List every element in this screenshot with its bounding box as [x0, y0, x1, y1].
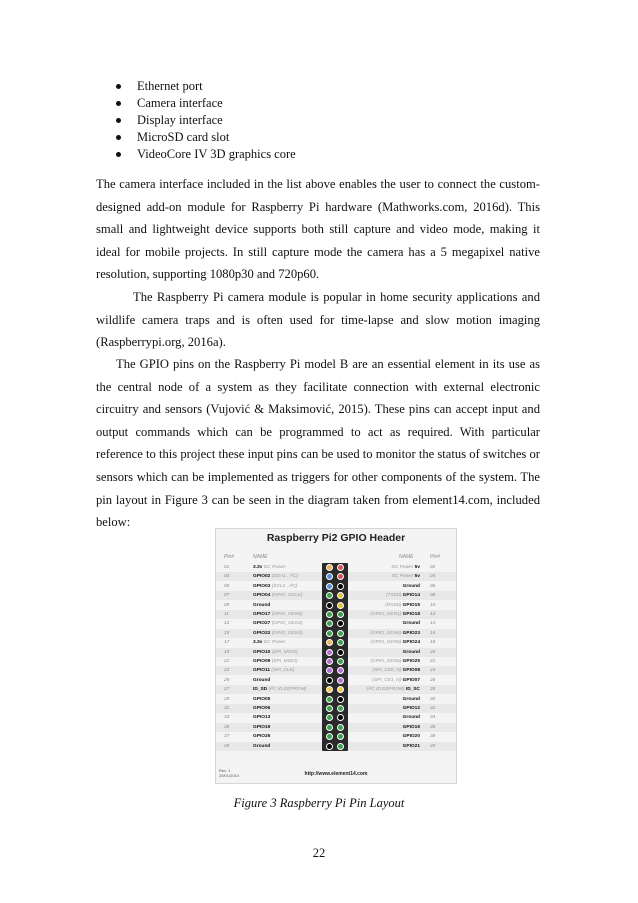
pin-number-right: 26: [430, 677, 436, 683]
pin-number-left: 03: [224, 574, 230, 580]
pin-dot-even: [337, 724, 344, 731]
pin-name-right: DC Power 5v: [391, 574, 420, 580]
bullet-text: VideoCore IV 3D graphics core: [137, 147, 296, 161]
pin-dot-even: [337, 583, 344, 590]
pin-number-left: 07: [224, 593, 230, 599]
pin-number-right: 28: [430, 687, 436, 693]
header-name-left: NAME: [253, 554, 268, 560]
pin-name-left: Ground: [253, 602, 271, 608]
pin-name-left: 3.3v DC Power: [253, 565, 286, 570]
pin-name-right: GPIO21: [402, 743, 420, 749]
pin-dot-odd: [326, 602, 333, 609]
gpio-header-connector: [322, 563, 348, 751]
pin-name-right: (I²C ID EEPROM) ID_SC: [366, 687, 420, 693]
pin-dot-odd: [326, 564, 333, 571]
pin-dot-even: [337, 602, 344, 609]
pin-number-left: 25: [224, 677, 230, 683]
paragraph-camera-interface: The camera interface included in the list above enables the user to connect the custom-designed add-on module for Raspberry Pi hardware (Mathworks.com, 2016d). This small and lightweight device supports both still capture and video mode, making it ideal for mobile projects. In still capture mode the camera has a 5 megapixel native resolution, supporting 1080p30 and 720p60.: [96, 177, 540, 282]
pin-name-left: GPIO27 (GPIO_GEN2): [253, 621, 303, 627]
pin-number-right: 22: [430, 659, 436, 664]
pin-name-left: 3.3v DC Power: [253, 640, 286, 646]
pin-name-right: Ground: [402, 649, 420, 655]
figure-caption: Figure 3 Raspberry Pi Pin Layout: [233, 796, 405, 810]
pin-number-left: 11: [224, 612, 229, 617]
pin-number-right: 20: [430, 649, 436, 655]
pin-dot-odd: [326, 639, 333, 646]
pin-number-left: 13: [224, 621, 230, 627]
bullet-text: MicroSD card slot: [137, 130, 230, 144]
pin-number-left: 09: [224, 602, 230, 608]
pin-number-right: 24: [430, 668, 436, 674]
pin-number-right: 40: [430, 743, 436, 749]
pin-dot-odd: [326, 583, 333, 590]
bullet-text: Ethernet port: [137, 79, 203, 93]
bullet-text: Camera interface: [137, 96, 223, 110]
pin-dot-odd: [326, 592, 333, 599]
pin-number-left: 31: [224, 706, 230, 711]
gpio-header-figure: [215, 528, 457, 784]
pin-name-left: GPIO05: [253, 696, 271, 702]
pin-dot-even: [337, 667, 344, 674]
pin-dot-odd: [326, 705, 333, 712]
pin-number-left: 37: [224, 734, 230, 740]
pin-name-right: Ground: [402, 715, 420, 721]
pin-number-right: 02: [430, 565, 436, 570]
pin-dot-even: [337, 620, 344, 627]
page-number: 22: [312, 846, 326, 860]
bullet-item: [96, 112, 296, 129]
bullet-item: [96, 146, 296, 163]
pin-name-left: GPIO02 (SDA1 , I²C): [253, 574, 298, 580]
pin-dot-even: [337, 649, 344, 656]
pin-name-left: GPIO19: [253, 724, 271, 730]
pin-number-right: 34: [430, 715, 436, 721]
pin-number-left: 23: [224, 668, 230, 674]
pin-dot-odd: [326, 733, 333, 740]
pin-dot-odd: [326, 677, 333, 684]
pin-dot-odd: [326, 724, 333, 731]
pin-number-left: 05: [224, 583, 230, 589]
pin-number-left: 33: [224, 715, 230, 721]
pin-dot-odd: [326, 630, 333, 637]
pin-name-right: (GPIO_GEN6) GPIO25: [370, 659, 420, 664]
pin-number-right: 06: [430, 583, 436, 589]
header-name-right: NAME: [399, 554, 414, 560]
pin-number-right: 18: [430, 640, 436, 646]
header-pin-right: Pin#: [430, 554, 441, 560]
pin-dot-even: [337, 733, 344, 740]
pin-dot-odd: [326, 620, 333, 627]
bullet-item: [96, 78, 296, 95]
pin-dot-even: [337, 705, 344, 712]
pin-number-left: 19: [224, 649, 230, 655]
pin-number-right: 38: [430, 734, 436, 740]
pin-name-left: GPIO26: [253, 734, 271, 740]
pin-name-left: GPIO17 (GPIO_GEN0): [253, 612, 303, 617]
pin-name-left: GPIO10 (SPI_MOSI): [253, 649, 298, 655]
pin-name-right: GPIO16: [402, 724, 420, 730]
pin-name-right: (TXD0) GPIO14: [385, 593, 420, 599]
pin-number-left: 39: [224, 743, 230, 749]
pin-name-left: GPIO22 (GPIO_GEN3): [253, 630, 303, 636]
pin-name-right: GPIO20: [402, 734, 420, 740]
paragraph-gpio-pins: The GPIO pins on the Raspberry Pi model B are an essential element in its use as the central node of a system as they facilitate connection with external electronic circuitry and sensors (Vujović & Maksimović, 2015). These pins can accept input and output commands which can be programmed to act as required. With particular reference to this project these input pins can be used to monitor the status of switches or sensors which can be implemented as triggers for other components of the system. The pin layout in Figure 3 can be seen in the diagram taken from element14.com, included below:: [96, 357, 540, 530]
pin-number-left: 29: [224, 696, 230, 702]
pin-dot-odd: [326, 686, 333, 693]
pin-name-right: (GPIO_GEN1) GPIO18: [370, 612, 420, 617]
pin-number-right: 08: [430, 593, 436, 599]
pin-number-right: 04: [430, 574, 436, 580]
figure-source-url: http://www.element14.com: [304, 771, 368, 777]
pin-number-right: 16: [430, 630, 436, 636]
pin-name-right: (SPI_CE0_N) GPIO08: [372, 668, 420, 674]
pin-dot-even: [337, 658, 344, 665]
pin-number-right: 10: [430, 602, 436, 608]
pin-number-left: 21: [224, 659, 230, 664]
header-pin-left: Pin#: [224, 554, 235, 560]
pin-dot-even: [337, 677, 344, 684]
pin-number-left: 17: [224, 640, 230, 646]
bullet-dot-icon: [116, 101, 121, 106]
pin-dot-odd: [326, 611, 333, 618]
pin-number-left: 27: [224, 687, 230, 693]
pin-name-right: Ground: [402, 583, 420, 589]
pin-dot-odd: [326, 573, 333, 580]
pin-dot-odd: [326, 658, 333, 665]
pin-name-left: Ground: [253, 677, 271, 683]
pin-dot-odd: [326, 667, 333, 674]
pin-name-right: GPIO12: [402, 706, 420, 711]
pin-name-right: (GPIO_GEN4) GPIO23: [370, 630, 420, 636]
pin-number-right: 14: [430, 621, 436, 627]
pin-number-right: 12: [430, 612, 436, 617]
bullet-item: [96, 129, 296, 146]
pin-dot-even: [337, 686, 344, 693]
pin-name-left: GPIO04 (GPIO_GCLK): [253, 593, 303, 599]
bullet-dot-icon: [116, 135, 121, 140]
bullet-text: Display interface: [137, 113, 223, 127]
pin-dot-even: [337, 743, 344, 750]
pin-number-left: 01: [224, 565, 230, 570]
pin-number-right: 32: [430, 706, 436, 711]
bullet-dot-icon: [116, 118, 121, 123]
pin-dot-even: [337, 611, 344, 618]
bullet-item: [96, 95, 296, 112]
figure-title: Raspberry Pi2 GPIO Header: [266, 532, 406, 544]
pin-dot-even: [337, 696, 344, 703]
figure-revision: Rev. 1 29/01/2014: [219, 768, 240, 778]
pin-name-left: GPIO06: [253, 706, 271, 711]
pin-name-left: GPIO09 (SPI_MISO): [253, 659, 298, 664]
pin-dot-even: [337, 714, 344, 721]
pin-number-left: 15: [224, 630, 230, 636]
pin-name-left: ID_SD (I²C ID EEPROM): [253, 687, 307, 693]
pin-name-left: GPIO13: [253, 715, 271, 721]
pin-dot-odd: [326, 743, 333, 750]
pin-dot-odd: [326, 714, 333, 721]
pin-dot-even: [337, 639, 344, 646]
pin-name-right: (GPIO_GEN5) GPIO24: [370, 640, 420, 646]
bullet-dot-icon: [116, 152, 121, 157]
pin-dot-even: [337, 573, 344, 580]
pin-name-right: (RXD0) GPIO15: [385, 602, 420, 608]
pin-name-left: Ground: [253, 743, 271, 749]
pin-name-left: GPIO03 (SCL1 , I²C): [253, 583, 298, 589]
pin-dot-even: [337, 592, 344, 599]
feature-bullet-list: [96, 78, 296, 163]
pin-name-left: GPIO11 (SPI_CLK): [253, 668, 295, 674]
paragraph-camera-module: The Raspberry Pi camera module is popular in home security applications and wildlife camera traps and is often used for time-lapse and slow motion imaging (Raspberrypi.org, 2016a).: [96, 290, 540, 350]
pin-dot-even: [337, 630, 344, 637]
pin-name-right: DC Power 5v: [391, 565, 420, 570]
pin-name-right: Ground: [402, 621, 420, 627]
pin-dot-even: [337, 564, 344, 571]
pin-number-left: 35: [224, 724, 230, 730]
pin-name-right: Ground: [402, 696, 420, 702]
bullet-dot-icon: [116, 84, 121, 89]
pin-number-right: 36: [430, 724, 436, 730]
pin-number-right: 30: [430, 696, 436, 702]
pin-name-right: (SPI_CE1_N) GPIO07: [372, 677, 420, 683]
pin-dot-odd: [326, 649, 333, 656]
pin-dot-odd: [326, 696, 333, 703]
